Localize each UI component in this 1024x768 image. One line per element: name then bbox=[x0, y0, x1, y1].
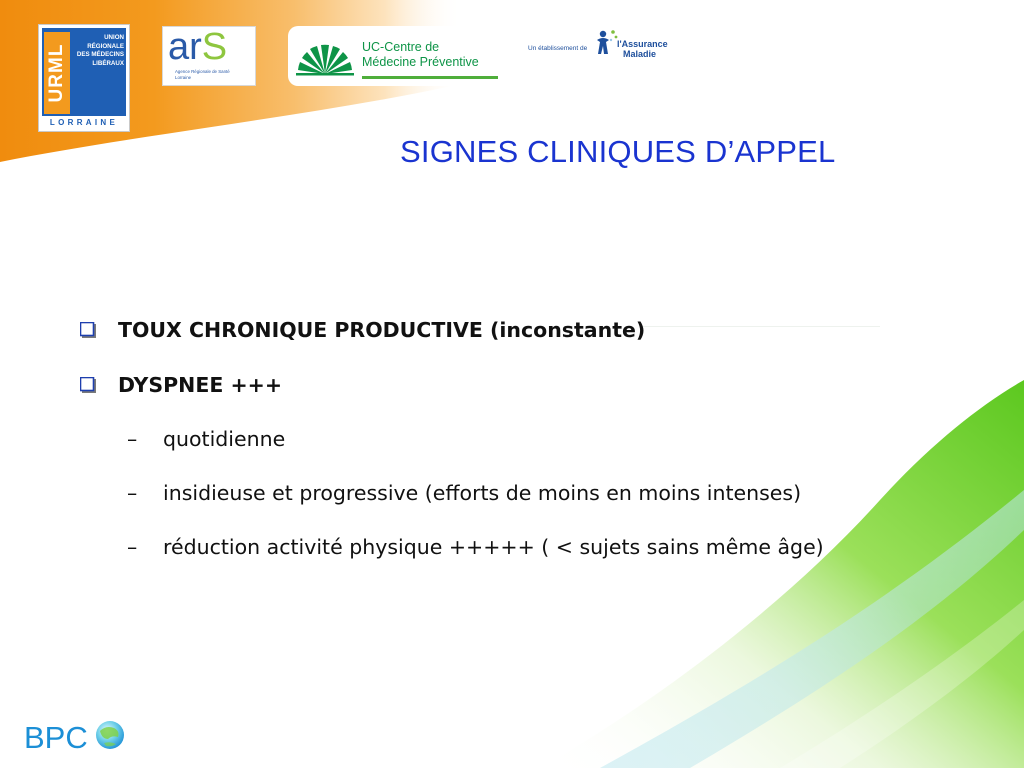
ars-logo-word bbox=[168, 25, 227, 69]
slide-title: SIGNES CLINIQUES D’APPEL bbox=[400, 134, 836, 169]
uc-centre-logo bbox=[288, 26, 508, 86]
urml-logo-text bbox=[72, 34, 124, 68]
globe-icon bbox=[94, 719, 126, 751]
ars-logo-word-accent: S bbox=[201, 26, 228, 68]
assurance-maladie-line: l'Assurance bbox=[617, 39, 668, 49]
uc-centre-logo-text bbox=[362, 40, 479, 70]
checkbox-bullet-icon bbox=[80, 322, 97, 339]
bpco-logo-text: BPC bbox=[24, 720, 88, 755]
urml-logo bbox=[38, 24, 130, 132]
ars-logo-subtitle-region: Lorraine bbox=[175, 75, 192, 80]
uc-centre-logo-underline bbox=[362, 76, 498, 79]
urml-logo-acronym: URML bbox=[46, 43, 67, 103]
list-item-text: DYSPNEE +++ bbox=[118, 373, 282, 397]
assurance-maladie-line: Maladie bbox=[623, 49, 657, 59]
assurance-maladie-icon bbox=[593, 28, 619, 56]
ars-logo-subtitle-agency: Agence Régionale de Santé bbox=[175, 69, 230, 74]
urml-logo-line: DES MÉDECINS bbox=[76, 51, 124, 59]
uc-centre-logo-line: Médecine Préventive bbox=[362, 55, 479, 69]
dash-bullet: – bbox=[127, 481, 138, 505]
urml-logo-line: UNION bbox=[104, 34, 124, 41]
ars-logo-subtitle bbox=[175, 69, 230, 81]
sub-list-item-text: quotidienne bbox=[163, 427, 286, 451]
fan-icon bbox=[294, 40, 356, 76]
list-item-text: TOUX CHRONIQUE PRODUCTIVE (inconstante) bbox=[118, 318, 646, 342]
urml-logo-line: LIBÉRAUX bbox=[92, 59, 124, 67]
checkbox-bullet-icon bbox=[80, 377, 97, 394]
assurance-prefix: Un établissement de bbox=[528, 45, 588, 52]
sub-list-item-text: réduction activité physique +++++ ( < sujets sains même âge) bbox=[163, 535, 824, 559]
urml-logo-region: LORRAINE bbox=[49, 118, 119, 127]
ars-logo-word-main: ar bbox=[168, 26, 202, 68]
dash-bullet: – bbox=[127, 535, 138, 559]
dash-bullet: – bbox=[127, 427, 138, 451]
sub-list-item-text: insidieuse et progressive (efforts de moins en moins intenses) bbox=[163, 481, 802, 505]
assurance-maladie-logo bbox=[617, 39, 668, 59]
divider bbox=[640, 326, 880, 327]
green-wash bbox=[540, 380, 1024, 768]
bpco-logo bbox=[24, 718, 134, 758]
urml-logo-panel bbox=[42, 28, 126, 116]
ars-logo bbox=[162, 26, 256, 86]
urml-logo-vertical-band bbox=[44, 32, 70, 114]
uc-centre-logo-line: UC-Centre de bbox=[362, 40, 440, 54]
urml-logo-line: RÉGIONALE bbox=[87, 42, 124, 50]
